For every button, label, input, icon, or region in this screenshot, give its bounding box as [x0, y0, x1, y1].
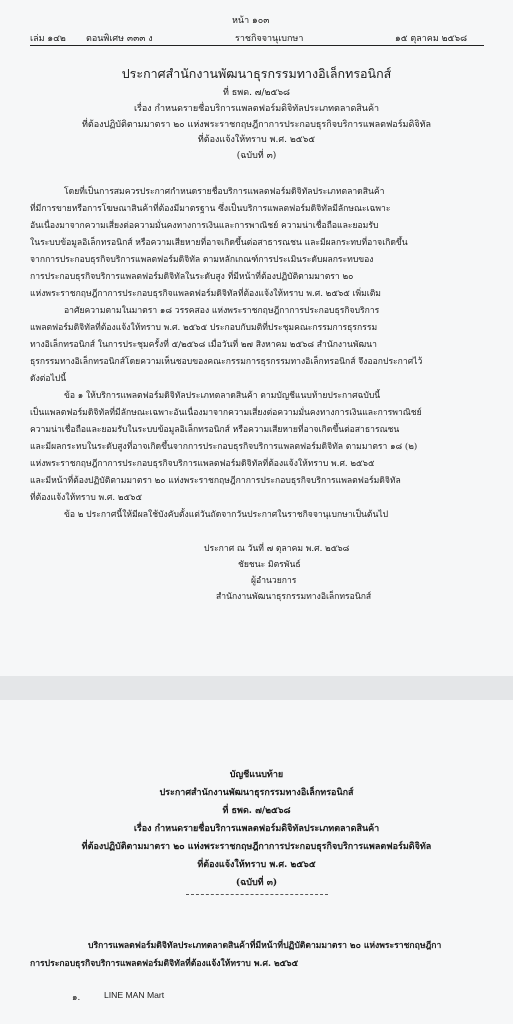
annex-intro-line: การประกอบธุรกิจบริการแพลตฟอร์มดิจิทัลที่ต้องแจ้งให้ทราบ พ.ศ. ๒๕๖๕ [30, 959, 299, 969]
preamble-line: ที่มีการขายหรือการโฆษณาสินค้าที่ต้องมีมาตรฐาน ซึ่งเป็นบริการแพลตฟอร์มดิจิทัลมีลักษณะเฉพาะ [30, 204, 391, 214]
annex-title: ประกาศสำนักงานพัฒนาธุรกรรมทางอิเล็กทรอนิกส์ [159, 788, 354, 798]
header-rule [30, 45, 484, 46]
preamble-line: จากการประกอบธุรกิจบริการแพลตฟอร์มดิจิทัล ตามหลักเกณฑ์การประเมินระดับผลกระทบของ [30, 255, 374, 265]
section-label: ตอนพิเศษ ๓๓๓ ง [86, 34, 153, 44]
clause-1-line: ความน่าเชื่อถือและยอมรับในระบบข้อมูลอิเล็กทรอนิกส์ หรือความเสียหายที่อาจเกิดขึ้นต่อสาธารณชน [30, 425, 400, 435]
annex-heading: บัญชีแนบท้าย [229, 770, 284, 780]
clause-1-line: เป็นแพลตฟอร์มดิจิทัลที่มีลักษณะเฉพาะอันเนื่องมาจากความเสี่ยงต่อความมั่นคงทางการเงินและการพาณิชย์ [30, 408, 422, 418]
annex-ref: ที่ ธพด. ๗/๒๕๖๘ [222, 806, 291, 816]
clause-1-line: ที่ต้องแจ้งให้ทราบ พ.ศ. ๒๕๖๕ [30, 493, 142, 503]
signatory-position: ผู้อำนวยการ [251, 576, 297, 586]
clause-2-line: ข้อ ๒ ประกาศนี้ให้มีผลใช้บังคับตั้งแต่วันถัดจากวันประกาศในราชกิจจานุเบกษาเป็นต้นไป [64, 510, 389, 520]
volume-label: เล่ม ๑๔๒ [30, 34, 66, 44]
authority-line: แพลตฟอร์มดิจิทัลที่ต้องแจ้งให้ทราบ พ.ศ. ๒๕๖๕ ประกอบกับมติที่ประชุมคณะกรรมการธุรกรรม [30, 323, 378, 333]
list-item-name: LINE MAN Mart [104, 990, 165, 1000]
page-number: หน้า ๑๐๓ [232, 16, 270, 26]
clause-1-line: แห่งพระราชกฤษฎีกาการประกอบธุรกิจบริการแพลตฟอร์มดิจิทัลที่ต้องแจ้งให้ทราบ พ.ศ. ๒๕๖๕ [30, 459, 375, 469]
clause-1-line: และมีหน้าที่ต้องปฏิบัติตามมาตรา ๒๐ แห่งพระราชกฤษฎีกาการประกอบธุรกิจบริการแพลตฟอร์มดิจิทัล [30, 476, 401, 486]
preamble-line: แห่งพระราชกฤษฎีกาการประกอบธุรกิจแพลตฟอร์มดิจิทัลที่ต้องแจ้งให้ทราบ พ.ศ. ๒๕๖๕ เพิ่มเติม [30, 289, 381, 299]
preamble-line: อันเนื่องมาจากความเสี่ยงต่อความมั่นคงทางการเงินและการพาณิชย์ ความน่าเชื่อถือและยอมรับ [30, 221, 379, 231]
edition-label: (ฉบับที่ ๓) [236, 151, 277, 161]
subject-line: เรื่อง กำหนดรายชื่อบริการแพลตฟอร์มดิจิทัลประเภทตลาดสินค้า [133, 104, 380, 114]
authority-line: ธุรกรรมทางอิเล็กทรอนิกส์โดยความเห็นชอบของคณะกรรมการธุรกรรมทางอิเล็กทรอนิกส์ จึงออกประกาศไว้ [30, 357, 423, 367]
signatory-name: ชัยชนะ มิตรพันธ์ [238, 560, 301, 570]
preamble-line: โดยที่เป็นการสมควรประกาศกำหนดรายชื่อบริการแพลตฟอร์มดิจิทัลประเภทตลาดสินค้า [64, 187, 385, 197]
annex-subject-line: ที่ต้องปฏิบัติตามมาตรา ๒๐ แห่งพระราชกฤษฎีกาการประกอบธุรกิจบริการแพลตฟอร์มดิจิทัล [81, 842, 432, 852]
gazette-date: ๑๕ ตุลาคม ๒๕๖๘ [395, 34, 468, 44]
clause-1-line: ข้อ ๑ ให้บริการแพลตฟอร์มดิจิทัลประเภทตลาดสินค้า ตามบัญชีแนบท้ายประกาศฉบับนี้ [64, 391, 381, 401]
given-date: ประกาศ ณ วันที่ ๗ ตุลาคม พ.ศ. ๒๕๖๘ [204, 544, 350, 554]
authority-line: ทางอิเล็กทรอนิกส์ ในการประชุมครั้งที่ ๕/๒๕๖๘ เมื่อวันที่ ๒๗ สิงหาคม ๒๕๖๘ สำนักงานพัฒนา [30, 340, 377, 350]
annex-subject-line: เรื่อง กำหนดรายชื่อบริการแพลตฟอร์มดิจิทัลประเภทตลาดสินค้า [133, 824, 380, 834]
preamble-line: การประกอบธุรกิจบริการแพลตฟอร์มดิจิทัลในระดับสูง ที่มีหน้าที่ต้องปฏิบัติตามมาตรา ๒๐ [30, 272, 354, 282]
gazette-name: ราชกิจจานุเบกษา [235, 34, 304, 44]
annex-subject-line: ที่ต้องแจ้งให้ทราบ พ.ศ. ๒๕๖๕ [197, 860, 316, 870]
clause-1-line: และมีผลกระทบในระดับสูงที่อาจเกิดขึ้นจากการประกอบธุรกิจบริการแพลตฟอร์มดิจิทัล ตามมาตรา ๑๘ (๒) [30, 442, 418, 452]
announcement-ref: ที่ ธพด. ๗/๒๕๖๘ [223, 88, 290, 98]
preamble-line: ในระบบข้อมูลอิเล็กทรอนิกส์ หรือความเสียหายที่อาจเกิดขึ้นต่อสาธารณชน และมีผลกระทบที่อาจเกิดขึ้น [30, 238, 408, 248]
annex-edition: (ฉบับที่ ๓) [235, 878, 278, 888]
subject-line: ที่ต้องปฏิบัติตามมาตรา ๒๐ แห่งพระราชกฤษฎีกาการประกอบธุรกิจบริการแพลตฟอร์มดิจิทัล [81, 120, 432, 130]
authority-line: ดังต่อไปนี้ [30, 374, 67, 384]
annex-separator [186, 894, 328, 895]
signatory-office: สำนักงานพัฒนาธุรกรรมทางอิเล็กทรอนิกส์ [216, 592, 372, 602]
annex-intro-line: บริการแพลตฟอร์มดิจิทัลประเภทตลาดสินค้าที่มีหน้าที่ปฏิบัติตามมาตรา ๒๐ แห่งพระราชกฤษฎีกา [88, 941, 442, 951]
authority-line: อาศัยความตามในมาตรา ๑๘ วรรคสอง แห่งพระราชกฤษฎีกาการประกอบธุรกิจบริการ [64, 306, 380, 316]
announcement-title: ประกาศสำนักงานพัฒนาธุรกรรมทางอิเล็กทรอนิกส์ [121, 66, 392, 81]
gazette-page-2 [0, 700, 513, 1024]
page-gap [0, 676, 513, 700]
subject-line: ที่ต้องแจ้งให้ทราบ พ.ศ. ๒๕๖๕ [197, 135, 316, 145]
list-item-number: ๑. [72, 993, 81, 1003]
